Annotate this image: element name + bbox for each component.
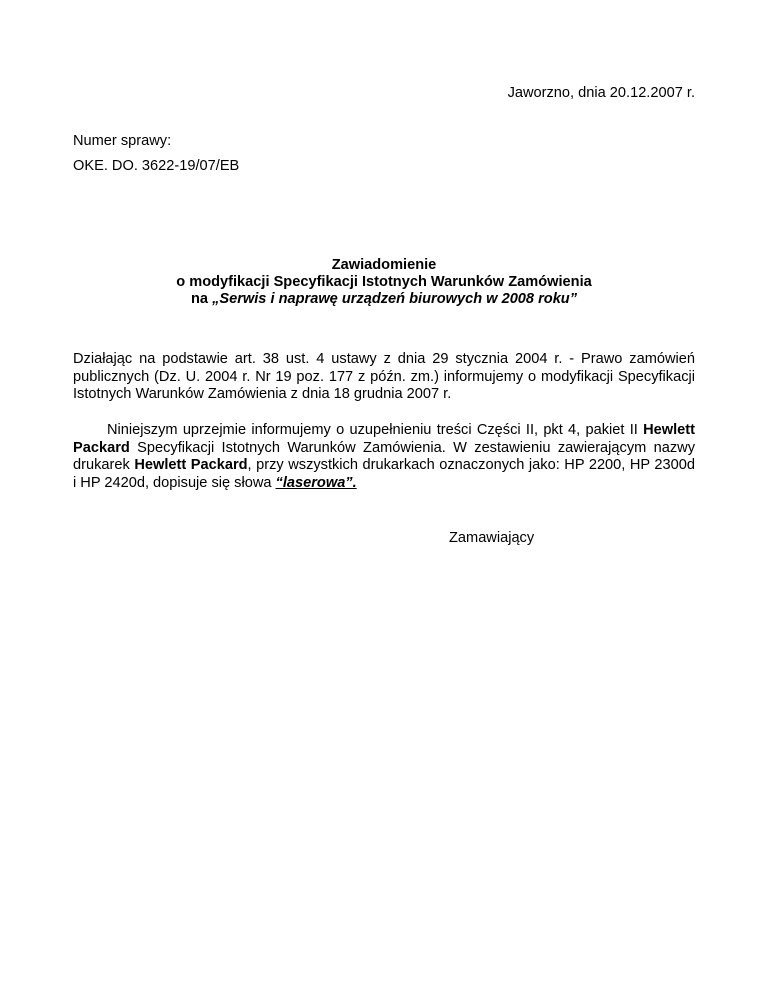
title-subject: „Serwis i naprawę urządzeń biurowych w 2008 roku” (212, 291, 578, 307)
brand-name: Hewlett Packard (73, 422, 695, 456)
title-subject-line (73, 291, 695, 308)
modification-paragraph (73, 422, 695, 492)
paragraph-text-part-1: Niniejszym uprzejmie informujemy o uzupełnieniu treści Części II, pkt 4, pakiet II (107, 422, 644, 438)
paragraph-text-part-2: Specyfikacji Istotnych Warunków Zamówienia. W zestawieniu zawierającym nazwy drukarek (73, 439, 695, 473)
brand-name: Hewlett Packard (134, 457, 248, 473)
case-number: OKE. DO. 3622-19/07/EB (73, 158, 240, 174)
title-subject-prefix: na (190, 291, 213, 307)
case-number-label: Numer sprawy: (73, 133, 172, 149)
legal-basis-paragraph: Działając na podstawie art. 38 ust. 4 ustawy z dnia 29 stycznia 2004 r. - Prawo zamówień publicznych (Dz. U. 2004 r. Nr 19 poz. 177 z późn. zm.) informujemy o modyfikacji Specyfikacji Istotnych Warunków Zamówienia z dnia 18 grudnia 2007 r. (73, 351, 695, 402)
paragraph-text-part-3: , przy wszystkich drukarkach oznaczonych jako: HP 2200, HP 2300d i HP 2420d, dopisuje się słowa (73, 457, 696, 491)
added-word-highlight: “laserowa”. (275, 474, 357, 491)
title-heading: Zawiadomienie (331, 257, 437, 273)
signature-label: Zamawiający (449, 530, 535, 546)
title-modification-line: o modyfikacji Specyfikacji Istotnych Warunków Zamówienia (176, 274, 592, 290)
place-and-date: Jaworzno, dnia 20.12.2007 r. (507, 85, 695, 101)
document-title (73, 257, 695, 308)
